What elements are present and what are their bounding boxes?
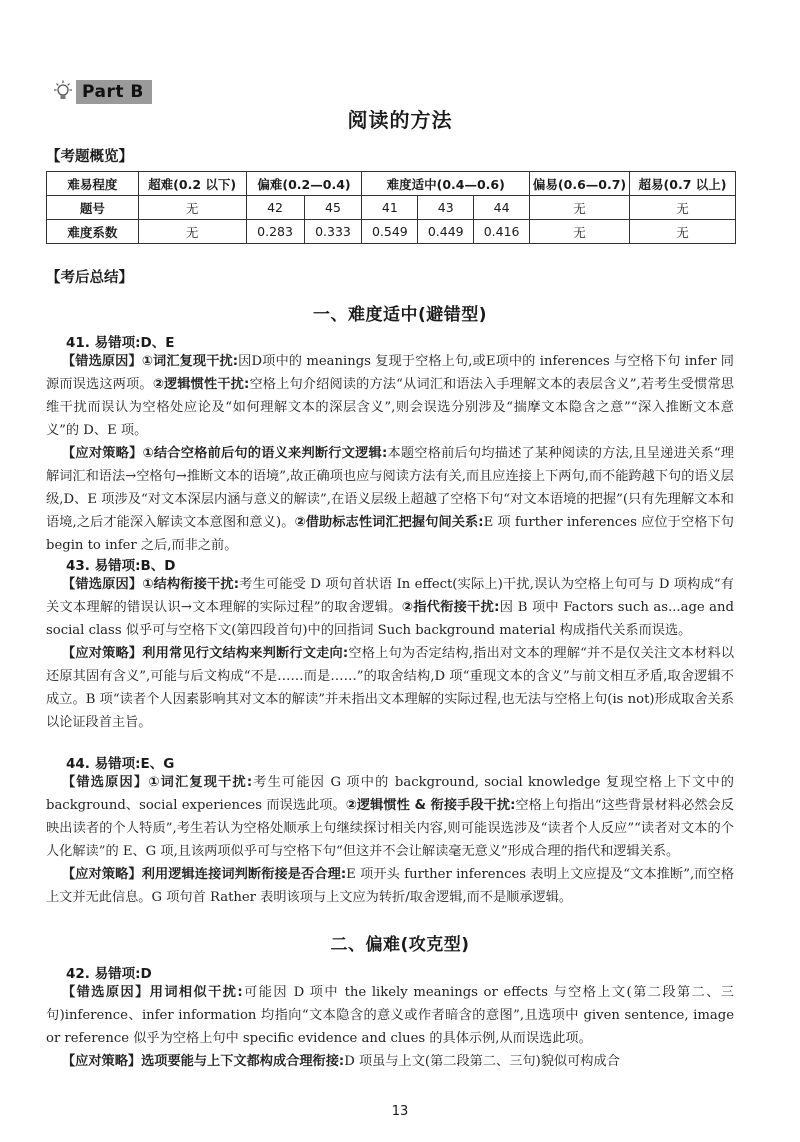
error-reason-paragraph: 【错选原因】①词汇复现干扰:考生可能因 G 项中的 background, social knowledge 复现空格上下文中的 background、social experiences 而误选此项。②逻辑惯性 & 衔接手段干扰:空格上句指出“这些背景材料必然会反映出读者的个人特质”,考生若认为空格处顺承上句继续探讨相关内容,则可能误选涉及“读者个人反应”“读者对文本的个人化解读”的 E、G 项,且该两项似乎可与空格下句“但这并不会让解读毫无意义”形成合理的指代和逻辑关系。 [46, 775, 734, 859]
strategy-paragraph: 【应对策略】利用常见行文结构来判断行文走向:空格上句为否定结构,指出对文本的理解“并不是仅关注文本材料以还原其固有含义”,可能与后文构成“不是……而是……”的取舍结构,D 项“重现文本的含义”与前文相互矛盾,取舍逻辑不成立。B 项“读者个人因素影响其对文本的解读”并未指出文本理解的实际过程,也无法与空格上句(is not)形成取舍关系以论证段首主旨。 [46, 646, 735, 730]
table-header: 难易程度 [47, 172, 139, 196]
table-cell: 0.283 [246, 220, 304, 244]
table-header: 难度适中(0.4—0.6) [362, 172, 530, 196]
table-header-row [47, 172, 736, 196]
page-number: 13 [391, 1104, 409, 1119]
section-title-moderate: 一、难度适中(避错型) [312, 305, 488, 325]
table-cell: 0.416 [474, 220, 530, 244]
summary-tag: 【考后总结】 [46, 270, 133, 286]
question-41-heading: 41. 易错项:D、E [66, 335, 175, 351]
strategy-paragraph: 【应对策略】利用逻辑连接词判断衔接是否合理:E 项开头 further inferences 表明上文应提及“文本推断”,而空格上文并无此信息。G 项句首 Rather 表明该项与上文应为转折/取舍逻辑,而不是顺承逻辑。 [46, 867, 735, 905]
table-header: 偏难(0.2—0.4) [246, 172, 362, 196]
table-cell: 无 [138, 220, 246, 244]
error-reason-paragraph: 【错选原因】用词相似干扰:可能因 D 项中 the likely meanings or effects 与空格上文(第二段第二、三句)inference、infer information 均指向“文本隐含的意义或作者暗含的意图”,且选项中 given sentence, image or reference 似乎为空格上句中 specific evidence and clues 的具体示例,从而误选此项。 [46, 985, 734, 1046]
difficulty-table [46, 171, 736, 244]
strategy-paragraph: 【应对策略】选项要能与上下文都构成合理衔接:D 项虽与上文(第二段第二、三句)貌似可构成合 [62, 1054, 620, 1069]
table-row [47, 196, 736, 220]
strategy-paragraph: 【应对策略】①结合空格前后句的语义来判断行文逻辑:本题空格前后句均描述了某种阅读的方法,且呈递进关系“理解词汇和语法→空格句→推断文本的语境”,故正确项也应与阅读方法有关,而且应连接上下两句,而不能跨越下句的语义层级,D、E 项涉及“对文本深层内涵与意义的解读”,在语义层级上超越了空格下句“对文本语境的把握”(只有先理解文本和语境,之后才能深入解读文本意图和意义)。②借助标志性词汇把握句间关系:E 项 further inferences 应位于空格下句 begin to infer 之后,而非之前。 [46, 446, 734, 553]
table-cell: 无 [138, 196, 246, 220]
table-cell: 0.333 [304, 220, 362, 244]
question-44-heading: 44. 易错项:E、G [66, 756, 175, 772]
table-cell: 42 [246, 196, 304, 220]
table-header: 超易(0.7 以上) [630, 172, 736, 196]
table-cell: 无 [630, 196, 736, 220]
table-cell: 无 [530, 220, 630, 244]
section-title-hard: 二、偏难(攻克型) [330, 935, 470, 955]
question-44-body [46, 771, 734, 909]
table-cell: 0.449 [418, 220, 474, 244]
question-43-heading: 43. 易错项:B、D [66, 558, 176, 574]
table-cell: 41 [362, 196, 418, 220]
table-row [47, 220, 736, 244]
table-cell: 44 [474, 196, 530, 220]
page-title: 阅读的方法 [347, 108, 453, 132]
question-42-heading: 42. 易错项:D [66, 966, 152, 982]
error-reason-paragraph: 【错选原因】①结构衔接干扰:考生可能受 D 项句首状语 In effect(实际上)干扰,误认为空格上句可与 D 项构成“有关文本理解的错误认识→文本理解的实际过程”的取舍逻辑。②指代衔接干扰:因 B 项中 Factors such as...age and social class 似乎可与空格下文(第四段首句)中的回指词 Such background material 构成指代关系而误选。 [46, 577, 734, 638]
question-42-body [46, 981, 734, 1073]
table-header: 超难(0.2 以下) [138, 172, 246, 196]
overview-tag: 【考题概览】 [46, 149, 133, 165]
table-cell: 43 [418, 196, 474, 220]
lightbulb-icon [52, 80, 74, 104]
table-header: 偏易(0.6—0.7) [530, 172, 630, 196]
table-cell: 0.549 [362, 220, 418, 244]
table-cell: 45 [304, 196, 362, 220]
part-badge [52, 80, 152, 104]
table-cell: 无 [630, 220, 736, 244]
question-41-body [46, 350, 734, 557]
question-43-body [46, 573, 734, 734]
table-row-label: 题号 [47, 196, 139, 220]
table-cell: 无 [530, 196, 630, 220]
table-row-label: 难度系数 [47, 220, 139, 244]
error-reason-paragraph: 【错选原因】①词汇复现干扰:因D项中的 meanings 复现于空格上句,或E项中的 inferences 与空格下句 infer 同源而误选这两项。②逻辑惯性干扰:空格上句介绍阅读的方法“从词汇和语法入手理解文本的表层含义”,若考生受惯常思维干扰而误认为空格处应论及“如何理解文本的深层含义”,则会误选分别涉及“揣摩文本隐含之意”“深入推断文本意义”的 D、E 项。 [46, 354, 734, 438]
part-label: Part B [76, 80, 152, 104]
